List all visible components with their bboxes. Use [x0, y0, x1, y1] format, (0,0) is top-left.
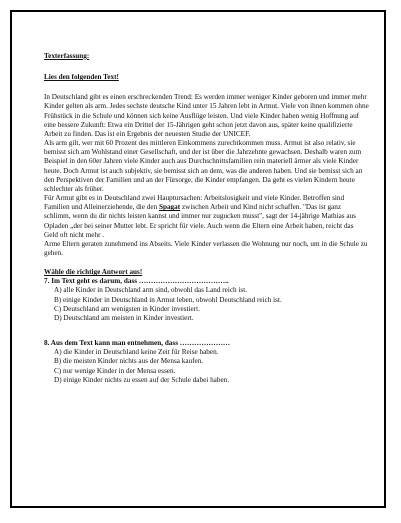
instruction-heading: Lies den folgenden Text!	[44, 73, 119, 82]
q7-option-b: B) einige Kinder in Deutschland in Armut leben, obwohl Deutschland reich ist.	[54, 295, 282, 304]
question-7: 7. Im Text geht es darum, dass ………………………………..	[44, 277, 229, 286]
document-title: Texterfassung:	[44, 52, 90, 60]
q8-option-a: A) die Kinder in Deutschland keine Zeit für Reise haben.	[54, 348, 219, 357]
q7-option-c: C) Deutschland am wenigsten in Kinder investiert.	[54, 304, 200, 313]
q8-option-b: B) die meisten Kinder nichts aus der Mensa kaufen.	[54, 357, 204, 366]
document-content	[44, 52, 369, 385]
passage-paragraph-2: Als arm gilt, wer mit 60 Prozent des mittleren Einkommens zurechtkommen muss. Armut ist also relativ, sie bemisst sich am Wohlstand einer Gesellschaft, und der ist über die Jahrzehnte gewachsen. Deshalb waren zum Beispiel in den 60er Jahren viele Kinder auch aus Durchschnittsfamilien rein materiell ärmer als viele Kinder heute. Doch Armut ist auch subjektiv, sie bemisst sich an dem, was die anderen haben. Und sie bemisst sich an den Perspektiven der Familien und an der Fürsorge, die Kinder empfangen. Da geht es vielen Kindern heute schlechter als früher.	[44, 139, 363, 193]
passage-paragraph-3	[44, 194, 369, 240]
passage-paragraph-3-text: Für Armut gibt es in Deutschland zwei Hauptursachen: Arbeitslosigkeit und viele Kinder. Betroffen sind Familien und Alleinerziehende, die den	[44, 194, 345, 212]
q8-option-c: C) nur wenige Kinder in der Mensa essen.	[54, 366, 176, 375]
document-page	[10, 10, 386, 508]
question-8: 8. Aus dem Text kann man entnehmen, dass …………………	[44, 339, 231, 348]
q7-option-d: D) Deutschland am meisten in Kinder investiert.	[54, 313, 194, 322]
reading-passage	[44, 93, 369, 258]
passage-paragraph-1: In Deutschland gibt es einen erschreckenden Trend: Es werden immer weniger Kinder geboren und immer mehr Kinder gelten als arm. Jedes sechste deutsche Kind unter 15 Jahren lebt in Armut. Viele von ihnen kommen ohne Frühstück in die Schule und können sich keine Ausflüge leisten. Und viele Kinder haben wenig Hoffnung auf eine bessere Zukunft: Etwa ein Drittel der 15-Jährigen geht schon jetzt davon aus, später keine qualifizierte Arbeit zu finden. Das ist ein Ergebnis der neuesten Studie der UNICEF.	[44, 93, 369, 138]
underlined-word: Spagat	[158, 203, 181, 212]
passage-paragraph-3-rest: zwischen Arbeit und Kind nicht schaffen. "Das ist ganz schlimm, wenn du dir nichts leisten kannst und immer nur zugucken musst", sagt der 14-jährige Mathias aus Opladen „der bei seiner Mutter lebt. Er spricht für viele. Auch wenn die Eltern eine Arbeit haben, reicht das Geld oft nicht mehr .	[44, 203, 356, 239]
passage-paragraph-4: Arme Eltern geraten zunehmend ins Abseits. Viele Kinder verlassen die Wohnung nur noch, um in die Schule zu gehen.	[44, 239, 368, 257]
multiple-choice-title: Wähle die richtige Antwort aus!	[44, 268, 143, 277]
q7-option-a: A) alle Kinder in Deutschland arm sind, obwohl das Land reich ist.	[54, 286, 248, 295]
q8-option-d: D) einige Kinder nichts zu essen auf der Schule dabei haben.	[54, 375, 230, 384]
